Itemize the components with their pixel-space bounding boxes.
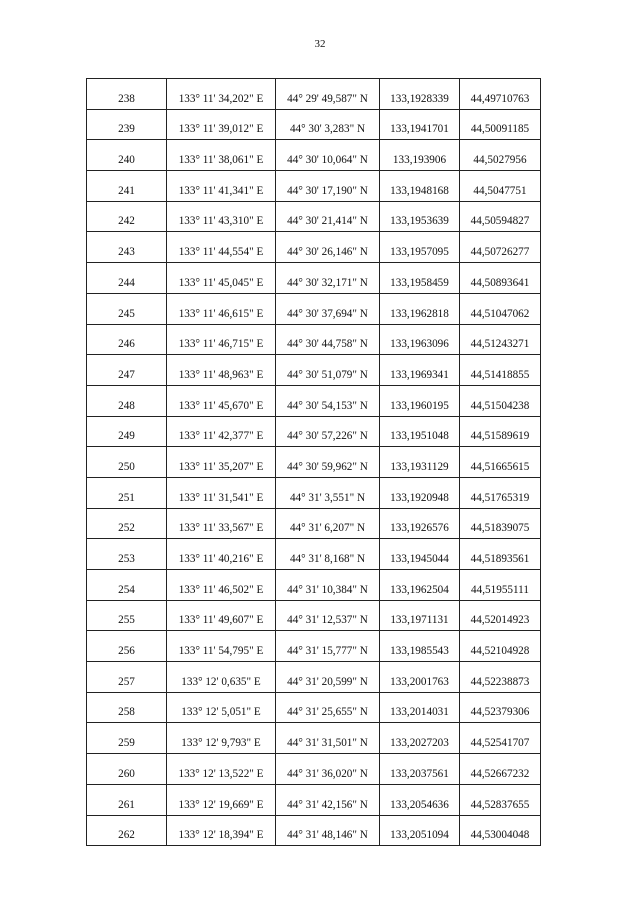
point-number-cell: 261	[87, 784, 167, 815]
longitude-decimal-cell: 133,1941701	[380, 109, 460, 140]
latitude-decimal-cell: 44,51504238	[460, 385, 541, 416]
longitude-dms-cell: 133° 11' 45,045" E	[167, 263, 276, 294]
longitude-decimal-cell: 133,1953639	[380, 201, 460, 232]
latitude-decimal-cell: 44,50594827	[460, 201, 541, 232]
latitude-dms-cell: 44° 31' 36,020" N	[276, 754, 380, 785]
longitude-decimal-cell: 133,1945044	[380, 539, 460, 570]
longitude-dms-cell: 133° 11' 45,670" E	[167, 385, 276, 416]
point-number-cell: 239	[87, 109, 167, 140]
table-row	[87, 140, 541, 171]
point-number-cell: 262	[87, 815, 167, 846]
table-row	[87, 79, 541, 110]
table-row	[87, 631, 541, 662]
point-number-cell: 259	[87, 723, 167, 754]
longitude-dms-cell: 133° 11' 46,502" E	[167, 570, 276, 601]
table-row	[87, 293, 541, 324]
point-number-cell: 243	[87, 232, 167, 263]
point-number-cell: 257	[87, 662, 167, 693]
latitude-decimal-cell: 44,52541707	[460, 723, 541, 754]
table-row	[87, 600, 541, 631]
longitude-dms-cell: 133° 12' 13,522" E	[167, 754, 276, 785]
latitude-dms-cell: 44° 30' 54,153" N	[276, 385, 380, 416]
table-row	[87, 784, 541, 815]
longitude-dms-cell: 133° 12' 18,394" E	[167, 815, 276, 846]
latitude-decimal-cell: 44,51418855	[460, 355, 541, 386]
latitude-dms-cell: 44° 31' 6,207" N	[276, 508, 380, 539]
point-number-cell: 238	[87, 79, 167, 110]
longitude-decimal-cell: 133,2001763	[380, 662, 460, 693]
point-number-cell: 240	[87, 140, 167, 171]
point-number-cell: 245	[87, 293, 167, 324]
longitude-dms-cell: 133° 11' 41,341" E	[167, 171, 276, 202]
latitude-dms-cell: 44° 31' 15,777" N	[276, 631, 380, 662]
latitude-dms-cell: 44° 30' 59,962" N	[276, 447, 380, 478]
longitude-dms-cell: 133° 11' 44,554" E	[167, 232, 276, 263]
longitude-dms-cell: 133° 11' 46,615" E	[167, 293, 276, 324]
longitude-decimal-cell: 133,1958459	[380, 263, 460, 294]
latitude-dms-cell: 44° 30' 57,226" N	[276, 416, 380, 447]
point-number-cell: 252	[87, 508, 167, 539]
latitude-dms-cell: 44° 31' 20,599" N	[276, 662, 380, 693]
latitude-dms-cell: 44° 30' 32,171" N	[276, 263, 380, 294]
longitude-decimal-cell: 133,1960195	[380, 385, 460, 416]
longitude-decimal-cell: 133,1948168	[380, 171, 460, 202]
latitude-decimal-cell: 44,51589619	[460, 416, 541, 447]
latitude-dms-cell: 44° 31' 3,551" N	[276, 477, 380, 508]
longitude-dms-cell: 133° 11' 31,541" E	[167, 477, 276, 508]
point-number-cell: 253	[87, 539, 167, 570]
longitude-dms-cell: 133° 11' 43,310" E	[167, 201, 276, 232]
latitude-dms-cell: 44° 31' 48,146" N	[276, 815, 380, 846]
latitude-decimal-cell: 44,52667232	[460, 754, 541, 785]
longitude-dms-cell: 133° 12' 0,635" E	[167, 662, 276, 693]
latitude-decimal-cell: 44,52014923	[460, 600, 541, 631]
point-number-cell: 242	[87, 201, 167, 232]
point-number-cell: 247	[87, 355, 167, 386]
latitude-decimal-cell: 44,51839075	[460, 508, 541, 539]
longitude-dms-cell: 133° 11' 42,377" E	[167, 416, 276, 447]
table-row	[87, 324, 541, 355]
point-number-cell: 246	[87, 324, 167, 355]
table-row	[87, 263, 541, 294]
point-number-cell: 251	[87, 477, 167, 508]
longitude-decimal-cell: 133,1920948	[380, 477, 460, 508]
latitude-dms-cell: 44° 30' 44,758" N	[276, 324, 380, 355]
latitude-decimal-cell: 44,50893641	[460, 263, 541, 294]
longitude-decimal-cell: 133,1963096	[380, 324, 460, 355]
latitude-decimal-cell: 44,5027956	[460, 140, 541, 171]
point-number-cell: 256	[87, 631, 167, 662]
latitude-decimal-cell: 44,49710763	[460, 79, 541, 110]
longitude-decimal-cell: 133,1931129	[380, 447, 460, 478]
point-number-cell: 255	[87, 600, 167, 631]
point-number-cell: 248	[87, 385, 167, 416]
longitude-dms-cell: 133° 11' 48,963" E	[167, 355, 276, 386]
longitude-decimal-cell: 133,1985543	[380, 631, 460, 662]
table-row	[87, 201, 541, 232]
latitude-dms-cell: 44° 31' 10,384" N	[276, 570, 380, 601]
latitude-dms-cell: 44° 31' 31,501" N	[276, 723, 380, 754]
longitude-decimal-cell: 133,193906	[380, 140, 460, 171]
page-number: 32	[314, 38, 326, 50]
latitude-decimal-cell: 44,51243271	[460, 324, 541, 355]
longitude-decimal-cell: 133,1957095	[380, 232, 460, 263]
latitude-dms-cell: 44° 30' 51,079" N	[276, 355, 380, 386]
latitude-decimal-cell: 44,50726277	[460, 232, 541, 263]
longitude-dms-cell: 133° 11' 54,795" E	[167, 631, 276, 662]
longitude-dms-cell: 133° 12' 9,793" E	[167, 723, 276, 754]
latitude-dms-cell: 44° 30' 26,146" N	[276, 232, 380, 263]
point-number-cell: 254	[87, 570, 167, 601]
longitude-dms-cell: 133° 11' 35,207" E	[167, 447, 276, 478]
longitude-decimal-cell: 133,2037561	[380, 754, 460, 785]
point-number-cell: 258	[87, 692, 167, 723]
table-row	[87, 171, 541, 202]
latitude-dms-cell: 44° 31' 8,168" N	[276, 539, 380, 570]
table-row	[87, 447, 541, 478]
latitude-dms-cell: 44° 31' 42,156" N	[276, 784, 380, 815]
longitude-dms-cell: 133° 11' 33,567" E	[167, 508, 276, 539]
point-number-cell: 249	[87, 416, 167, 447]
longitude-decimal-cell: 133,2054636	[380, 784, 460, 815]
table-row	[87, 570, 541, 601]
latitude-decimal-cell: 44,52104928	[460, 631, 541, 662]
longitude-decimal-cell: 133,2027203	[380, 723, 460, 754]
longitude-dms-cell: 133° 11' 49,607" E	[167, 600, 276, 631]
latitude-dms-cell: 44° 30' 21,414" N	[276, 201, 380, 232]
latitude-dms-cell: 44° 30' 3,283" N	[276, 109, 380, 140]
longitude-dms-cell: 133° 11' 34,202" E	[167, 79, 276, 110]
longitude-dms-cell: 133° 12' 5,051" E	[167, 692, 276, 723]
table-row	[87, 416, 541, 447]
longitude-dms-cell: 133° 11' 38,061" E	[167, 140, 276, 171]
coordinates-table	[86, 78, 541, 846]
longitude-decimal-cell: 133,1926576	[380, 508, 460, 539]
latitude-decimal-cell: 44,52379306	[460, 692, 541, 723]
table-row	[87, 355, 541, 386]
point-number-cell: 241	[87, 171, 167, 202]
table-row	[87, 385, 541, 416]
table-row	[87, 109, 541, 140]
longitude-dms-cell: 133° 11' 39,012" E	[167, 109, 276, 140]
longitude-decimal-cell: 133,1962818	[380, 293, 460, 324]
latitude-dms-cell: 44° 30' 10,064" N	[276, 140, 380, 171]
latitude-dms-cell: 44° 29' 49,587" N	[276, 79, 380, 110]
latitude-dms-cell: 44° 30' 37,694" N	[276, 293, 380, 324]
table-row	[87, 539, 541, 570]
latitude-decimal-cell: 44,51955111	[460, 570, 541, 601]
longitude-decimal-cell: 133,1951048	[380, 416, 460, 447]
latitude-decimal-cell: 44,53004048	[460, 815, 541, 846]
latitude-decimal-cell: 44,50091185	[460, 109, 541, 140]
table-row	[87, 723, 541, 754]
table-row	[87, 692, 541, 723]
table-row	[87, 662, 541, 693]
coordinates-table-body	[87, 79, 541, 846]
latitude-dms-cell: 44° 31' 12,537" N	[276, 600, 380, 631]
latitude-decimal-cell: 44,5047751	[460, 171, 541, 202]
latitude-decimal-cell: 44,51893561	[460, 539, 541, 570]
point-number-cell: 250	[87, 447, 167, 478]
table-row	[87, 477, 541, 508]
latitude-decimal-cell: 44,51765319	[460, 477, 541, 508]
table-row	[87, 815, 541, 846]
longitude-decimal-cell: 133,1962504	[380, 570, 460, 601]
longitude-decimal-cell: 133,2014031	[380, 692, 460, 723]
table-row	[87, 508, 541, 539]
point-number-cell: 260	[87, 754, 167, 785]
latitude-decimal-cell: 44,51047062	[460, 293, 541, 324]
latitude-dms-cell: 44° 30' 17,190" N	[276, 171, 380, 202]
longitude-decimal-cell: 133,2051094	[380, 815, 460, 846]
point-number-cell: 244	[87, 263, 167, 294]
longitude-decimal-cell: 133,1928339	[380, 79, 460, 110]
longitude-dms-cell: 133° 11' 46,715" E	[167, 324, 276, 355]
longitude-dms-cell: 133° 12' 19,669" E	[167, 784, 276, 815]
latitude-dms-cell: 44° 31' 25,655" N	[276, 692, 380, 723]
table-row	[87, 232, 541, 263]
table-row	[87, 754, 541, 785]
longitude-decimal-cell: 133,1971131	[380, 600, 460, 631]
longitude-dms-cell: 133° 11' 40,216" E	[167, 539, 276, 570]
longitude-decimal-cell: 133,1969341	[380, 355, 460, 386]
latitude-decimal-cell: 44,52837655	[460, 784, 541, 815]
latitude-decimal-cell: 44,51665615	[460, 447, 541, 478]
latitude-decimal-cell: 44,52238873	[460, 662, 541, 693]
